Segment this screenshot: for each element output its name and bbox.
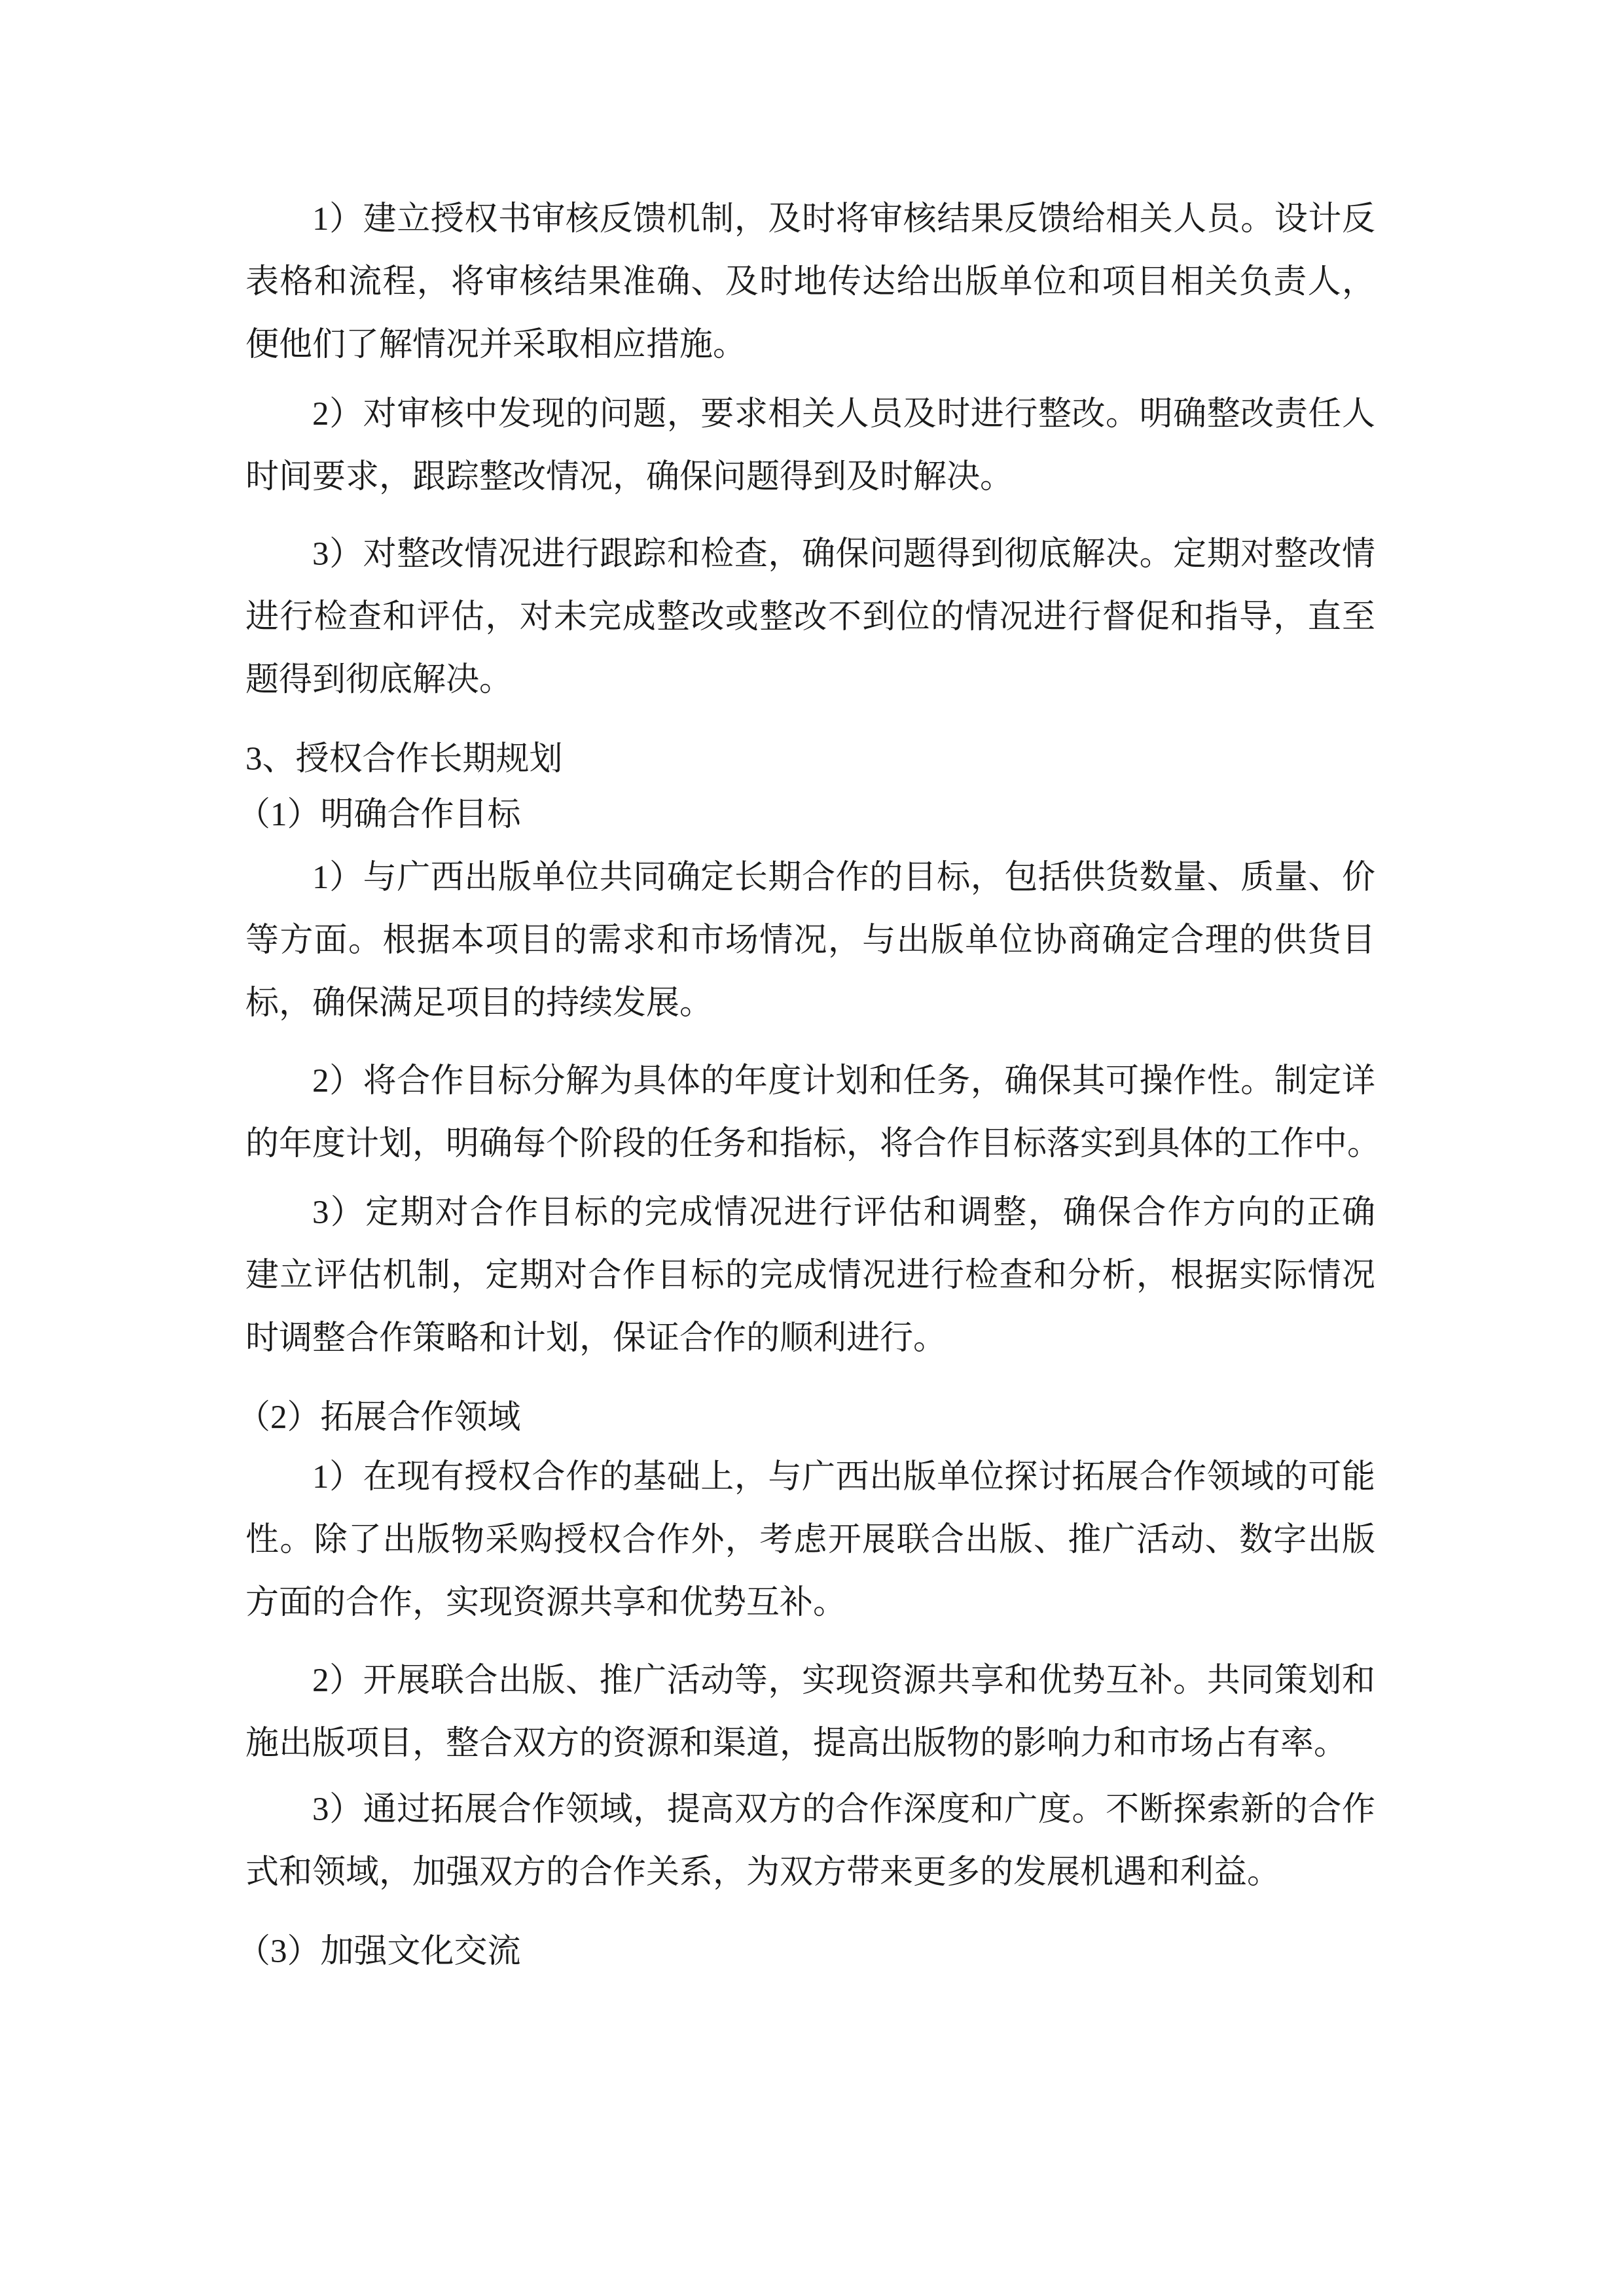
text-line: 时间要求，跟踪整改情况，确保问题得到及时解决。 <box>245 459 1014 495</box>
text-line: 标，确保满足项目的持续发展。 <box>245 985 713 1022</box>
heading-text: （1）明确合作目标 <box>237 797 521 833</box>
text-line: 式和领域，加强双方的合作关系，为双方带来更多的发展机遇和利益。 <box>245 1854 1281 1891</box>
text-line: 2）开展联合出版、推广活动等，实现资源共享和优势互补。共同策划和 <box>312 1662 1375 1699</box>
text-line: 2）将合作目标分解为具体的年度计划和任务，确保其可操作性。制定详 <box>312 1063 1375 1100</box>
paragraph-tracking <box>245 523 1375 711</box>
text-line: 施出版项目，整合双方的资源和渠道，提高出版物的影响力和市场占有率。 <box>245 1725 1348 1762</box>
text-line: 1）与广西出版单位共同确定长期合作的目标，包括供货数量、质量、价 <box>312 859 1375 896</box>
text-line: 建立评估机制，定期对合作目标的完成情况进行检查和分析，根据实际情况 <box>245 1257 1375 1294</box>
text-line: 时调整合作策略和计划，保证合作的顺利进行。 <box>245 1320 947 1357</box>
text-line: 性。除了出版物采购授权合作外，考虑开展联合出版、推广活动、数字出版 <box>245 1522 1375 1558</box>
text-line: 1）建立授权书审核反馈机制，及时将审核结果反馈给相关人员。设计反 <box>312 201 1375 238</box>
text-line: 等方面。根据本项目的需求和市场情况，与出版单位协商确定合理的供货目 <box>245 922 1375 959</box>
text-line: 便他们了解情况并采取相应措施。 <box>245 327 747 363</box>
heading-text: （2）拓展合作领域 <box>237 1399 521 1436</box>
text-line: 3）对整改情况进行跟踪和检查，确保问题得到彻底解决。定期对整改情 <box>312 536 1375 573</box>
text-line: 的年度计划，明确每个阶段的任务和指标，将合作目标落实到具体的工作中。 <box>245 1126 1381 1162</box>
text-line: 1）在现有授权合作的基础上，与广西出版单位探讨拓展合作领域的可能 <box>312 1459 1375 1496</box>
text-line: 2）对审核中发现的问题，要求相关人员及时进行整改。明确整改责任人 <box>312 396 1375 433</box>
heading-text: 3、授权合作长期规划 <box>245 741 563 778</box>
paragraph-expand-3 <box>245 1778 1375 1904</box>
text-line: 题得到彻底解决。 <box>245 662 513 698</box>
paragraph-rectification <box>245 383 1375 509</box>
paragraph-goals-3 <box>245 1181 1375 1370</box>
paragraph-expand-1 <box>245 1446 1375 1634</box>
text-line: 3）定期对合作目标的完成情况进行评估和调整，确保合作方向的正确 <box>312 1194 1375 1231</box>
heading-text: （3）加强文化交流 <box>237 1933 521 1970</box>
text-line: 进行检查和评估，对未完成整改或整改不到位的情况进行督促和指导，直至 <box>245 599 1375 636</box>
section-heading-long-term-plan <box>245 728 1375 791</box>
paragraph-feedback-mechanism <box>245 188 1375 376</box>
paragraph-expand-2 <box>245 1649 1375 1775</box>
paragraph-goals-1 <box>245 846 1375 1035</box>
subheading-cultural-exchange <box>237 1920 1367 1983</box>
subheading-cooperation-goals <box>237 783 1367 846</box>
text-line: 方面的合作，实现资源共享和优势互补。 <box>245 1585 847 1621</box>
text-line: 3）通过拓展合作领域，提高双方的合作深度和广度。不断探索新的合作 <box>312 1791 1375 1828</box>
subheading-expand-fields <box>237 1386 1367 1449</box>
text-line: 表格和流程，将审核结果准确、及时地传达给出版单位和项目相关负责人， <box>245 264 1375 300</box>
paragraph-goals-2 <box>245 1050 1381 1175</box>
